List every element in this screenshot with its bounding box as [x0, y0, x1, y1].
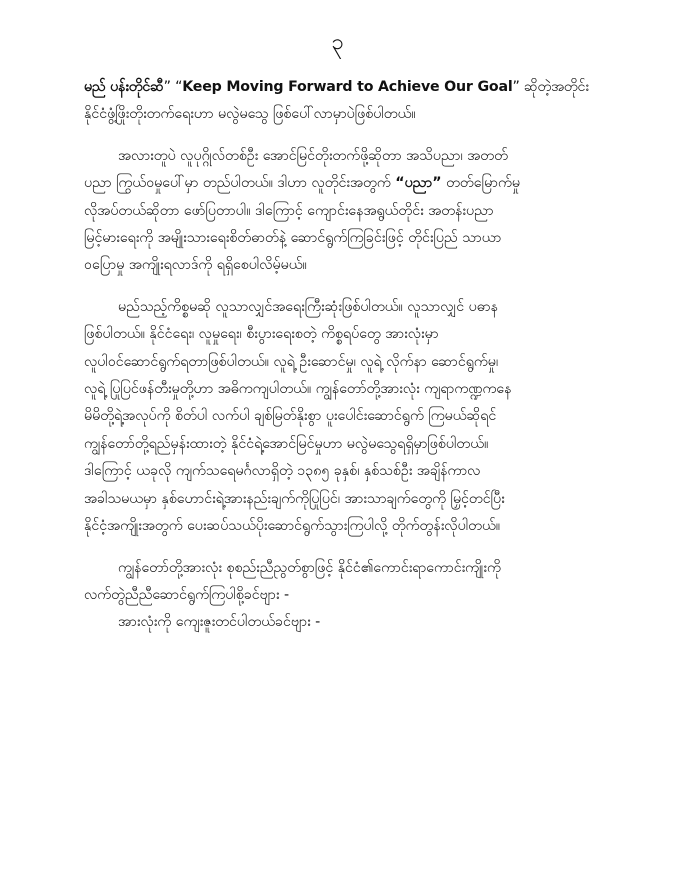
- paragraph-education: [84, 143, 604, 280]
- paragraph-slogan: [84, 74, 604, 129]
- paragraph-line: လက်တွဲညီညီဆောင်ရွက်ကြပါစို့ခင်ဗျား -: [84, 586, 290, 603]
- paragraph-line: ဖြစ်ပါတယ်။ နိုင်ငံရေး၊ လူမှုရေး၊ စီးပွားရေးစတဲ့ ကိစ္စရပ်တွေ အားလုံးမှာ: [84, 326, 439, 343]
- paragraph-people: [84, 294, 604, 541]
- paragraph-line: မြင့်မားရေးကို အမျိုးသားရေးစိတ်ဓာတ်နဲ့ ဆောင်ရွက်ကြခြင်းဖြင့် တိုင်းပြည် သာယာ: [84, 230, 502, 247]
- paragraph-line: လူပါဝင်ဆောင်ရွက်ရတာဖြစ်ပါတယ်။ လူရဲ့ ဦးဆောင်မှု၊ လူရဲ့ လိုက်နာ ဆောင်ရွက်မှု၊: [84, 353, 499, 370]
- paragraph-line: နိုင်ငံဖွံ့ဖြိုးတိုးတက်ရေးဟာ မလွဲမသွေ ဖြစ်ပေါ်လာမှာပဲဖြစ်ပါတယ်။: [84, 106, 416, 123]
- paragraph-unity: [84, 555, 604, 637]
- line-text: တတ်မြောက်မှု: [441, 175, 520, 192]
- paragraph-line: မိမိတို့ရဲ့အလုပ်ကို စိတ်ပါ လက်ပါ ချစ်မြတ်နိုးစွာ ပူးပေါင်းဆောင်ရွက် ကြမယ်ဆိုရင်: [84, 408, 497, 425]
- paragraph-line: ဒါကြောင့် ယခုလို ကျက်သရေမင်္ဂလာရှိတဲ့ ၁၃၈၅ ခုနှစ်၊ နှစ်သစ်ဦး အချိန်ကာလ: [84, 463, 481, 480]
- paragraph-line: [84, 170, 604, 197]
- page-number: ၃: [331, 30, 344, 55]
- emphasized-word: “ပညာ”: [395, 175, 442, 192]
- paragraph-line: ဝပြောမှု အကျိုးရလာဒ်ကို ရရှိစေပါလိမ့်မယ်။: [84, 257, 307, 274]
- paragraph-line: [84, 74, 604, 101]
- paragraph-line: အခါသမယမှာ နှစ်ဟောင်းရဲ့အားနည်းချက်ကိုပြုပြင်၊ အားသာချက်တွေကို မြှင့်တင်ပြီး: [84, 490, 505, 507]
- paragraph-line: လိုအပ်တယ်ဆိုတာ ဖော်ပြတာပါ။ ဒါကြောင့် ကျောင်းနေအရွယ်တိုင်း အတန်းပညာ: [84, 202, 494, 219]
- speaker-name: မည် ပန်းတိုင်ဆီ: [84, 79, 164, 95]
- quote-marks: ” “: [163, 79, 183, 95]
- body-text: [84, 74, 604, 637]
- paragraph-line: နိုင်ငံ့အကျိုးအတွက် ပေးဆပ်သယ်ပိုးဆောင်ရွက်သွားကြပါလို့ တိုက်တွန်းလိုပါတယ်။: [84, 518, 501, 535]
- closing-line: အားလုံးကို ကျေးဇူးတင်ပါတယ်ခင်ဗျား -: [118, 614, 321, 631]
- paragraph-line: အလားတူပဲ လူပုဂ္ဂိုလ်တစ်ဦး အောင်မြင်တိုးတက်ဖို့ဆိုတာ အသိပညာ၊ အတတ်: [118, 147, 508, 164]
- paragraph-line: ကျွန်တော်တို့ရည်မှန်းထားတဲ့ နိုင်ငံရဲ့အောင်မြင်မှုဟာ မလွဲမသွေရရှိမှာဖြစ်ပါတယ်။: [84, 435, 489, 452]
- slogan-suffix: ” ဆိုတဲ့အတိုင်း: [512, 79, 589, 95]
- paragraph-line: မည်သည့်ကိစ္စမဆို လူသာလျှင်အရေးကြီးဆုံးဖြစ်ပါတယ်။ လူသာလျှင် ပဓာန: [118, 298, 498, 315]
- paragraph-line: ကျွန်တော်တို့အားလုံး စုစည်းညီညွတ်စွာဖြင့် နိုင်ငံ၏ကောင်းရာကောင်းကျိုးကို: [118, 559, 501, 576]
- paragraph-line: လူရဲ့ ပြုပြင်ဖန်တီးမှုတို့ဟာ အဓိကကျပါတယ်။ ကျွန်တော်တို့အားလုံး ကျရာကဏ္ဍကနေ: [84, 381, 512, 398]
- slogan-text: Keep Moving Forward to Achieve Our Goal: [182, 79, 513, 95]
- line-text: ပညာ ကြွယ်ဝမှုပေါ်မှာ တည်ပါတယ်။ ဒါဟာ လူတိုင်းအတွက်: [84, 175, 396, 192]
